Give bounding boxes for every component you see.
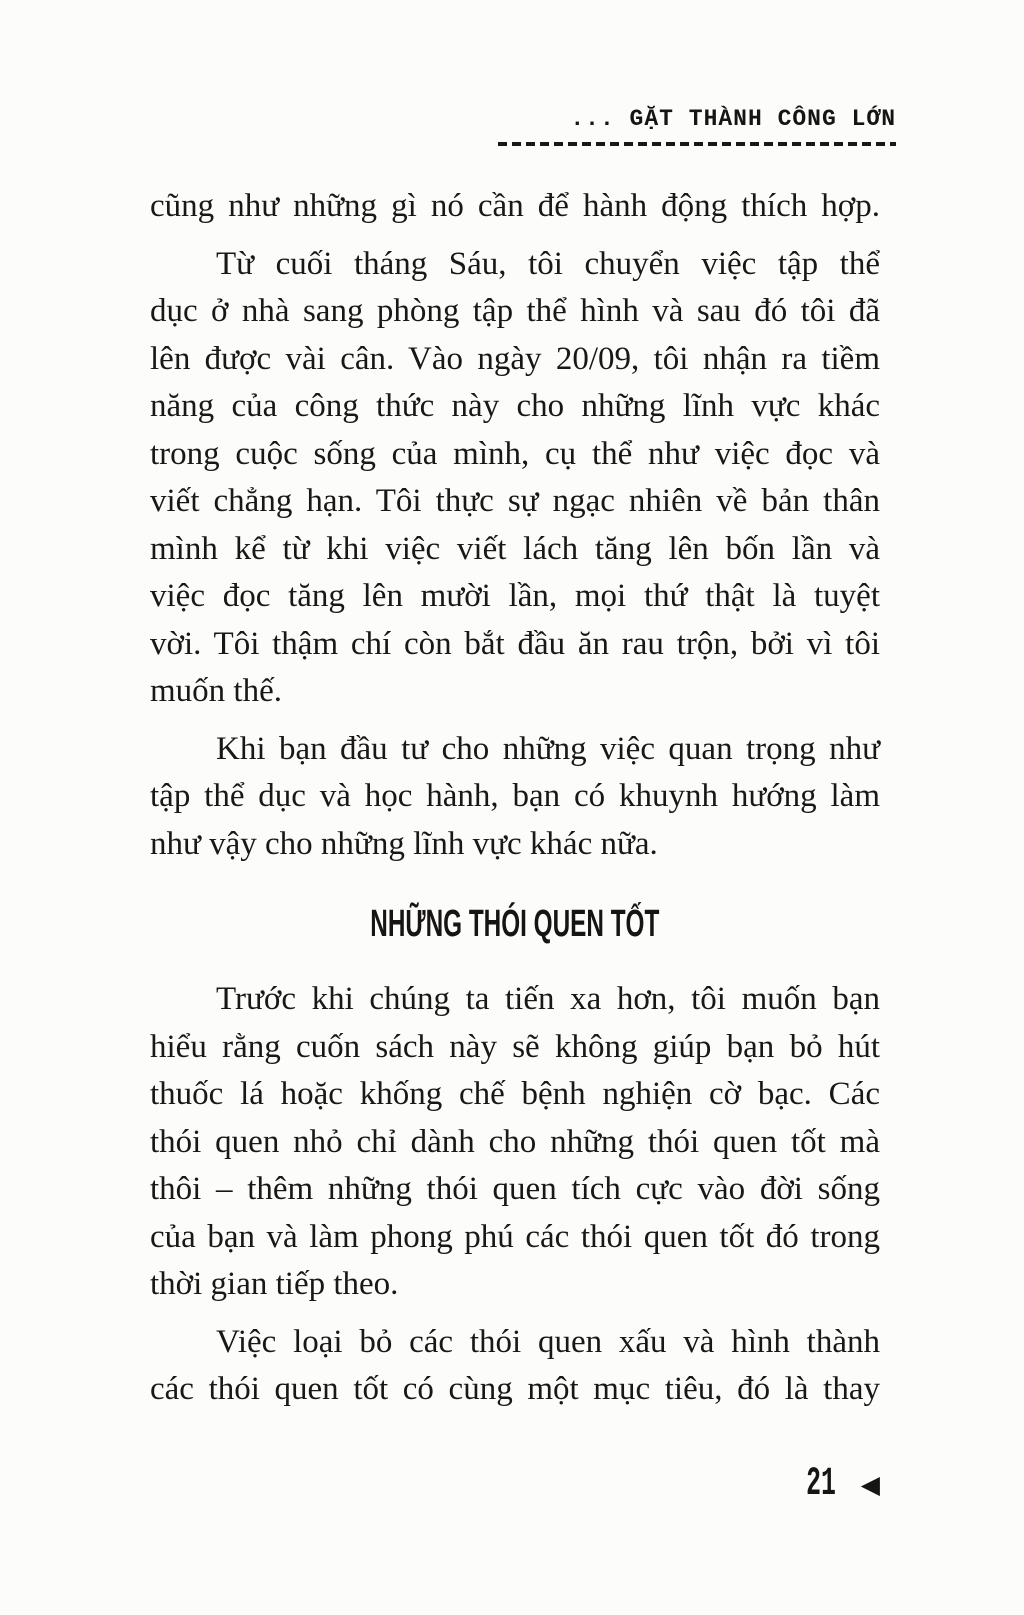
text-line: như vậy cho những lĩnh vực khác nữa.	[150, 825, 658, 862]
paragraph	[150, 241, 880, 716]
page-header	[498, 106, 896, 146]
text-line: thói quen nhỏ chỉ dành cho những thói quen tốt mà	[150, 1123, 880, 1160]
text-line: của bạn và làm phong phú các thói quen tốt đó trong	[150, 1218, 880, 1255]
running-title: ... GẶT THÀNH CÔNG LỚN	[570, 106, 896, 132]
text-line: muốn thế.	[150, 673, 282, 709]
text-line: Trước khi chúng ta tiến xa hơn, tôi muốn bạn	[216, 981, 880, 1017]
text-line: dục ở nhà sang phòng tập thể hình và sau đó tôi đã	[150, 293, 880, 329]
text-line: Khi bạn đầu tư cho những việc quan trọng như	[216, 730, 880, 767]
text-line: cũng như những gì nó cần để hành động thích hợp.	[150, 188, 880, 224]
page-number: 21	[805, 1462, 836, 1507]
paragraph	[150, 726, 880, 869]
text-line: Việc loại bỏ các thói quen xấu và hình thành	[216, 1323, 880, 1360]
text-line: hiểu rằng cuốn sách này sẽ không giúp bạn bỏ hút	[150, 1028, 880, 1065]
dashed-rule	[498, 142, 896, 146]
text-line: mình kể từ khi việc viết lách tăng lên bốn lần và	[150, 530, 880, 567]
text-line: trong cuộc sống của mình, cụ thể như việc đọc và	[150, 435, 880, 472]
paragraph	[150, 1319, 880, 1414]
text-line: viết chẳng hạn. Tôi thực sự ngạc nhiên về bản thân	[150, 483, 880, 519]
paragraph	[150, 183, 880, 231]
text-line: lên được vài cân. Vào ngày 20/09, tôi nhận ra tiềm	[150, 340, 880, 377]
text-line: thôi – thêm những thói quen tích cực vào đời sống	[150, 1171, 880, 1207]
text-line: các thói quen tốt có cùng một mục tiêu, đó là thay	[150, 1371, 880, 1407]
prev-page-arrow-icon: ◀	[860, 1470, 880, 1499]
paragraph	[150, 976, 880, 1309]
text-line: vời. Tôi thậm chí còn bắt đầu ăn rau trộn, bởi vì tôi	[150, 625, 880, 662]
text-line: thời gian tiếp theo.	[150, 1266, 399, 1302]
page-body	[150, 183, 880, 1424]
text-line: năng của công thức này cho những lĩnh vực khác	[150, 388, 880, 424]
text-line: việc đọc tăng lên mười lần, mọi thứ thật là tuyệt	[150, 578, 880, 614]
text-line: tập thể dục và học hành, bạn có khuynh hướng làm	[150, 778, 880, 814]
section-heading	[150, 900, 880, 950]
text-line: Từ cuối tháng Sáu, tôi chuyển việc tập thể	[216, 245, 880, 282]
text-line: thuốc lá hoặc khống chế bệnh nghiện cờ bạc. Các	[150, 1076, 880, 1112]
page-footer	[150, 1462, 880, 1507]
section-heading-text: NHỮNG THÓI QUEN TỐT	[370, 903, 660, 945]
